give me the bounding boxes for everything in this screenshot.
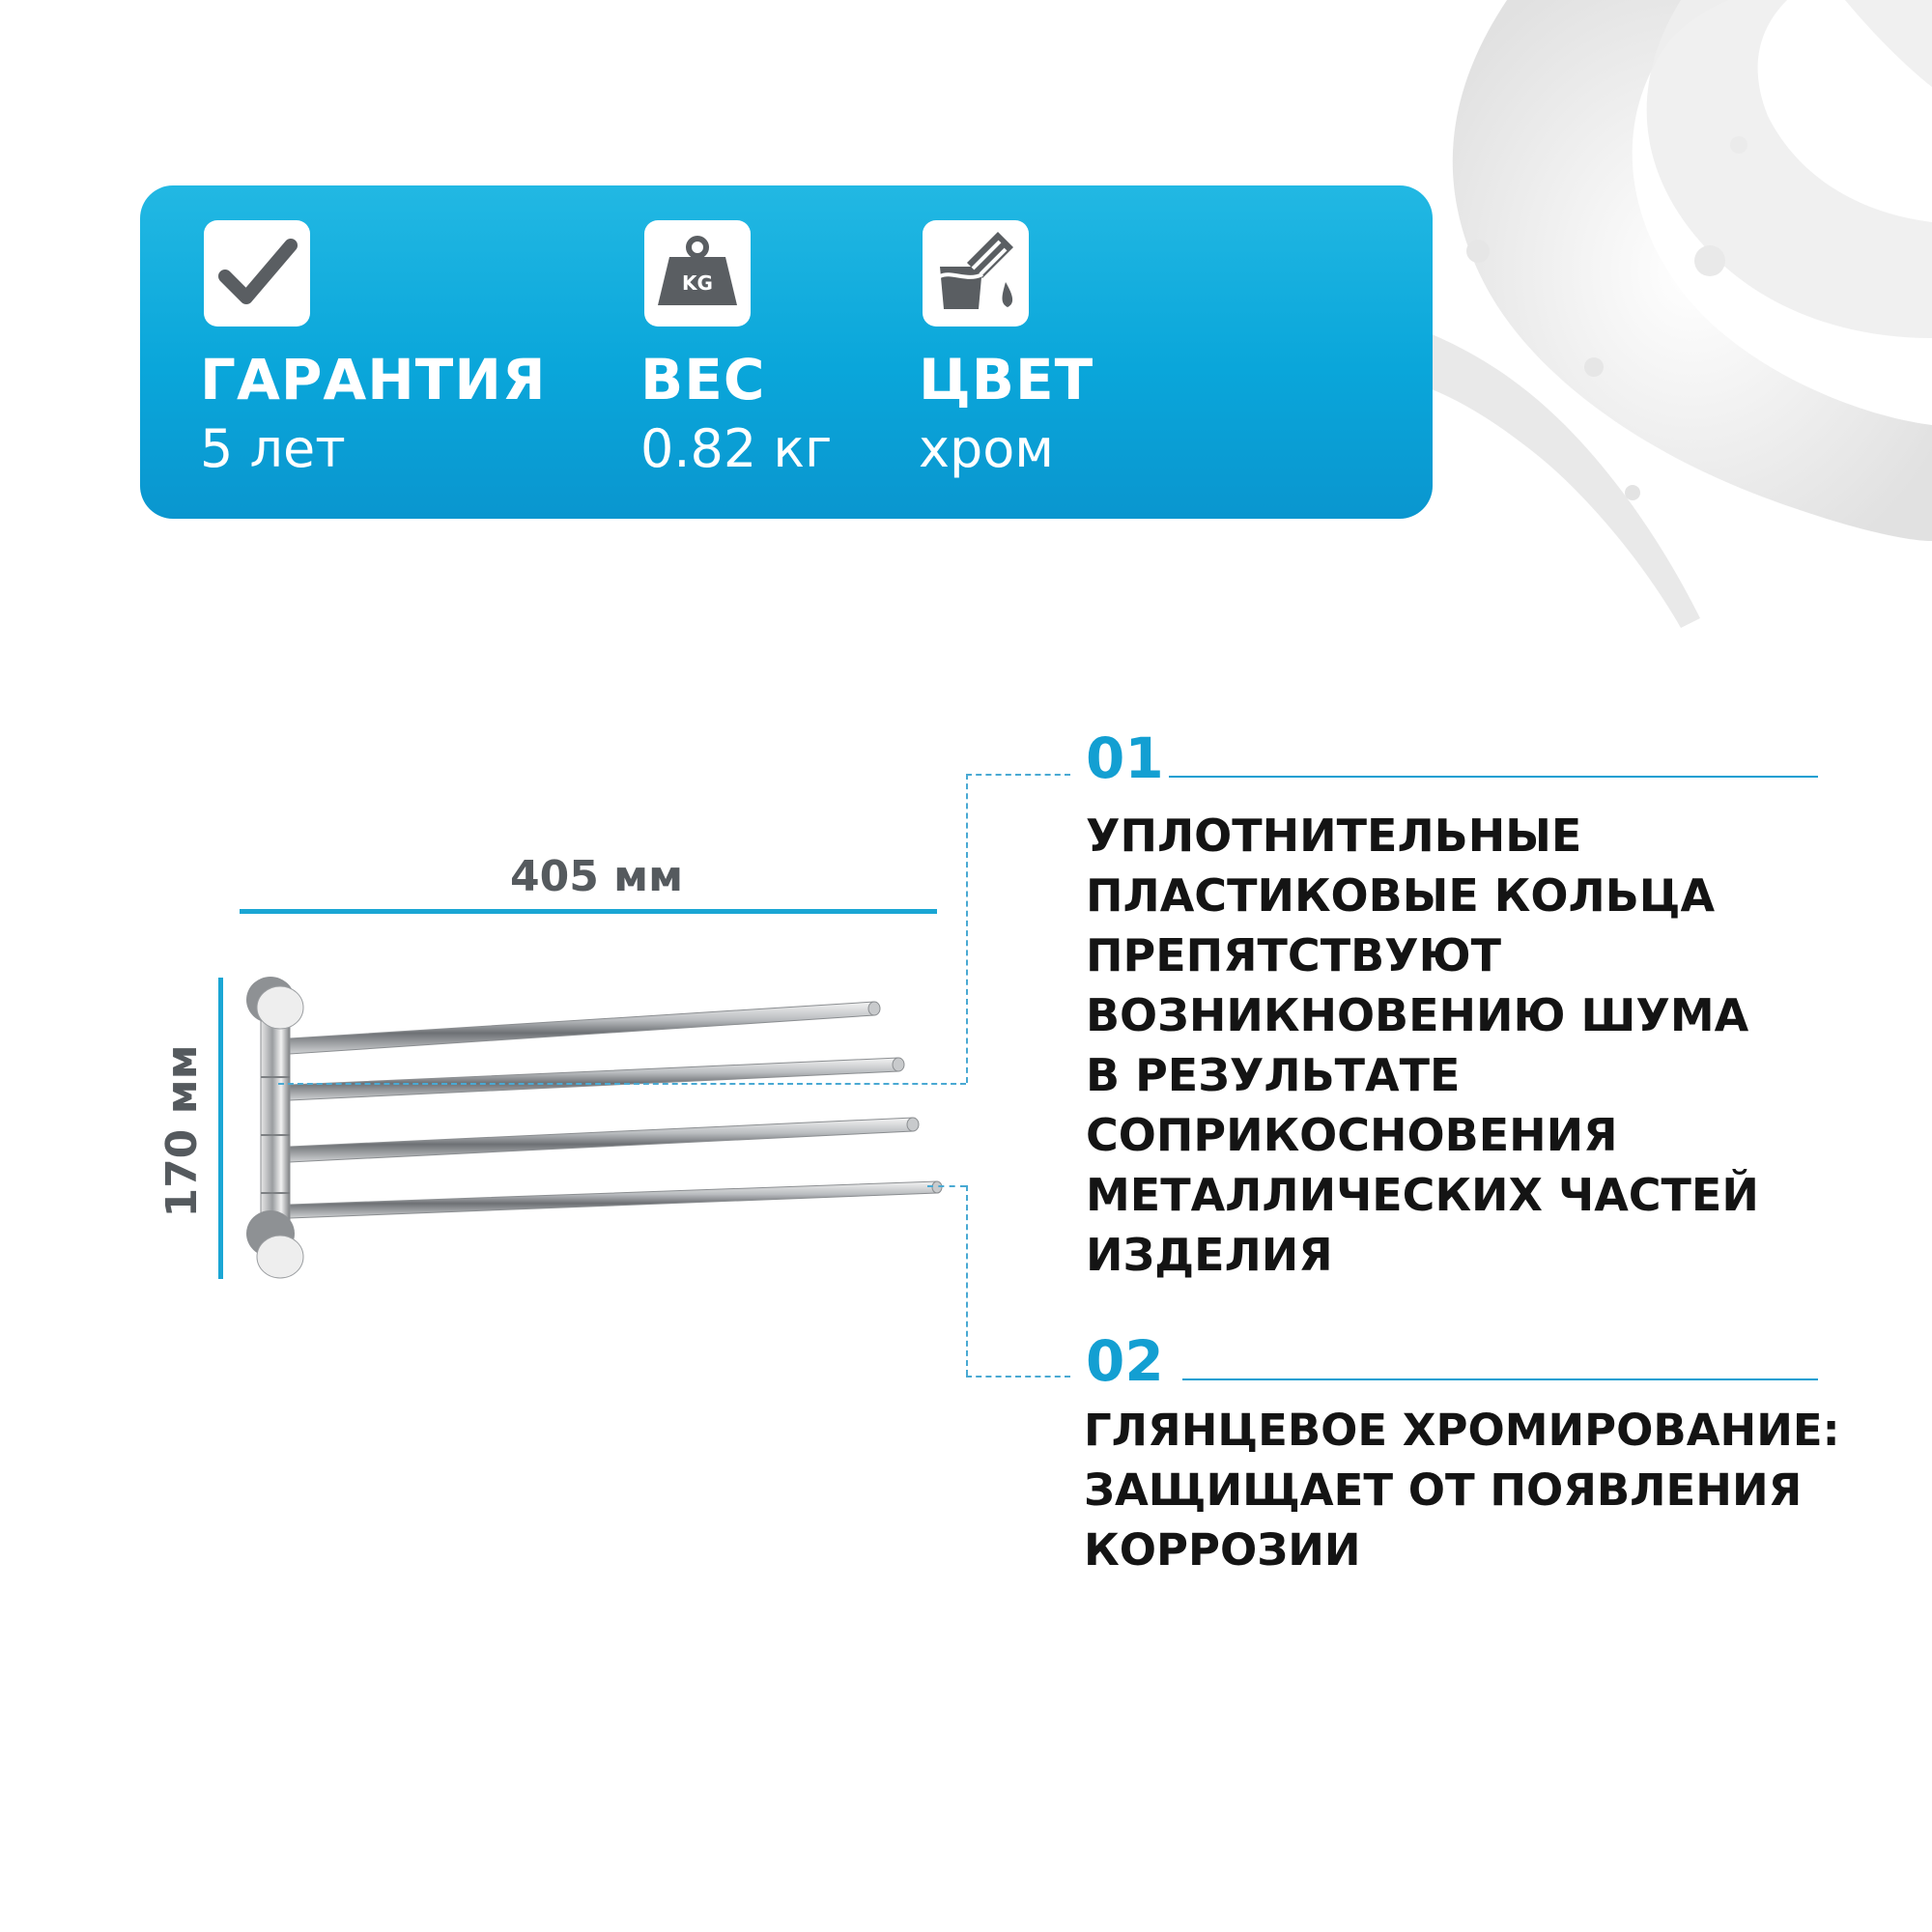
callout-02-bottom-line bbox=[966, 1376, 1070, 1378]
callout-01-pointer-line bbox=[278, 1083, 966, 1085]
warranty-value: 5 лет bbox=[200, 418, 346, 479]
color-value: хром bbox=[919, 418, 1055, 479]
feature-02-text: ГЛЯНЦЕВОЕ ХРОМИРОВАНИЕ: ЗАЩИЩАЕТ ОТ ПОЯВЛЕНИЯ КОРРОЗИИ bbox=[1084, 1405, 1840, 1576]
width-dimension-line bbox=[240, 909, 937, 914]
feature-02-number: 02 bbox=[1086, 1328, 1164, 1394]
warranty-title: ГАРАНТИЯ bbox=[200, 347, 547, 412]
weight-title: ВЕС bbox=[640, 347, 766, 412]
paint-bucket-icon bbox=[923, 220, 1029, 327]
height-dimension-line bbox=[218, 978, 223, 1279]
milk-splash-decoration bbox=[1391, 0, 1932, 676]
callout-02-pointer-line bbox=[927, 1185, 966, 1187]
feature-02-rule bbox=[1182, 1378, 1818, 1380]
warranty-icon-box bbox=[204, 220, 310, 327]
callout-01-top-line bbox=[966, 774, 1070, 776]
color-icon-box bbox=[923, 220, 1029, 327]
feature-01-number: 01 bbox=[1086, 725, 1164, 791]
feature-01-rule bbox=[1169, 776, 1818, 778]
weight-icon-text: KG bbox=[682, 271, 713, 295]
callout-02-vertical-line bbox=[966, 1185, 968, 1376]
weight-kg-icon bbox=[644, 220, 751, 327]
height-dimension-label: 170 мм bbox=[157, 1044, 207, 1218]
info-panel bbox=[140, 185, 1433, 519]
callout-01-vertical-line bbox=[966, 774, 968, 1083]
color-title: ЦВЕТ bbox=[919, 347, 1094, 412]
width-dimension-label: 405 мм bbox=[510, 852, 684, 901]
feature-01-text: УПЛОТНИТЕЛЬНЫЕ ПЛАСТИКОВЫЕ КОЛЬЦА ПРЕПЯТСТВУЮТ ВОЗНИКНОВЕНИЮ ШУМА В РЕЗУЛЬТАТЕ СОПРИКОСНОВЕНИЯ МЕТАЛЛИЧЕСКИХ ЧАСТЕЙ ИЗДЕЛИЯ bbox=[1086, 810, 1759, 1281]
weight-value: 0.82 кг bbox=[640, 418, 833, 479]
towel-rail-illustration bbox=[232, 961, 966, 1294]
checkmark-icon bbox=[204, 220, 310, 327]
weight-icon-box bbox=[644, 220, 751, 327]
